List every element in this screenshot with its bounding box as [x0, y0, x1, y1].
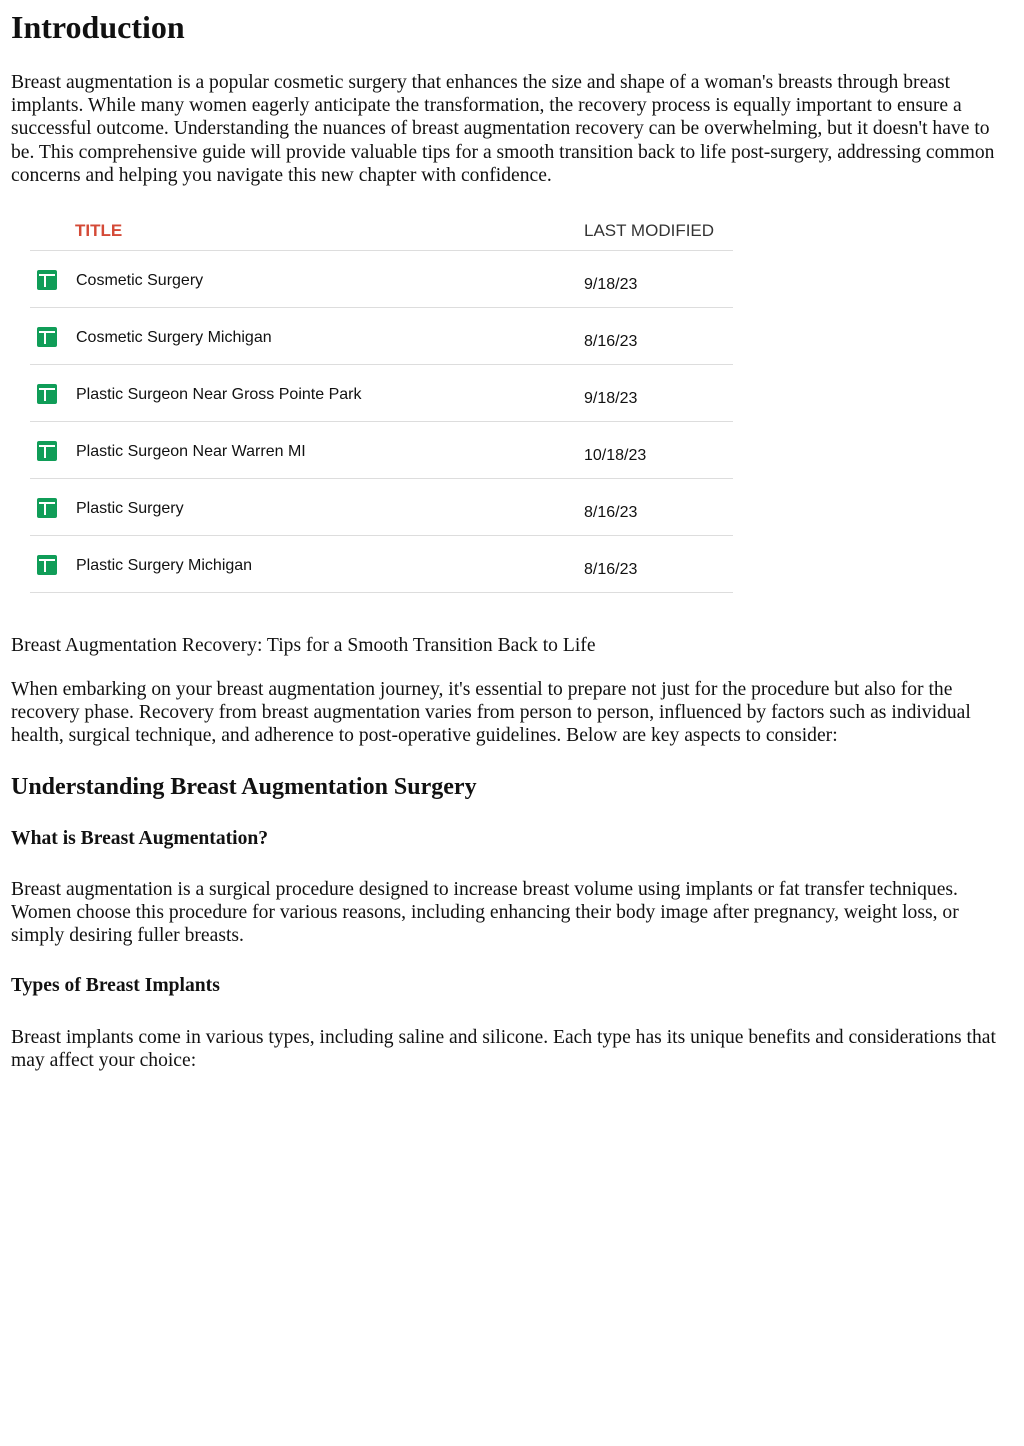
- file-table: [30, 214, 733, 593]
- column-header-last-modified[interactable]: LAST MODIFIED: [584, 221, 715, 240]
- row-title-link[interactable]: Cosmetic Surgery Michigan: [76, 329, 272, 346]
- row-date: 8/16/23: [584, 333, 638, 350]
- row-date: 9/18/23: [584, 390, 638, 407]
- table-row[interactable]: [30, 536, 733, 593]
- row-title-link[interactable]: Plastic Surgeon Near Gross Pointe Park: [76, 386, 362, 403]
- row-title-link[interactable]: Plastic Surgery: [76, 500, 184, 517]
- row-date: 8/16/23: [584, 504, 638, 521]
- column-header-title[interactable]: TITLE: [75, 221, 123, 240]
- row-title-link[interactable]: Plastic Surgery Michigan: [76, 557, 253, 574]
- intro-paragraph: Breast augmentation is a popular cosmetic surgery that enhances the size and shape of a woman's breasts through breast implants. While many women eagerly anticipate the transformation, the recovery process is equally important to ensure a successful outcome. Understanding the nuances of breast augmentation recovery can be overwhelming, but it doesn't have to be. This comprehensive guide will provide valuable tips for a smooth transition back to life post-surgery, addressing common concerns and helping you navigate this new chapter with confidence.: [11, 72, 995, 186]
- google-sheets-icon: [37, 555, 57, 575]
- section-heading-understanding: Understanding Breast Augmentation Surgery: [11, 774, 477, 800]
- types-paragraph: Breast implants come in various types, including saline and silicone. Each type has its unique benefits and considerations that may affect your choice:: [11, 1027, 996, 1072]
- subheading-what-is: What is Breast Augmentation?: [11, 828, 269, 849]
- table-row[interactable]: [30, 365, 733, 422]
- table-row[interactable]: [30, 251, 733, 308]
- google-sheets-icon: [37, 270, 57, 290]
- table-row[interactable]: [30, 479, 733, 536]
- row-date: 9/18/23: [584, 276, 638, 293]
- google-sheets-icon: [37, 327, 57, 347]
- recovery-paragraph: When embarking on your breast augmentation journey, it's essential to prepare not just for the procedure but also for the recovery phase. Recovery from breast augmentation varies from person to person, influenced by factors such as individual health, surgical technique, and adherence to post-operative guidelines. Below are key aspects to consider:: [11, 679, 971, 747]
- table-row[interactable]: [30, 308, 733, 365]
- google-sheets-icon: [37, 498, 57, 518]
- table-header: [30, 214, 733, 251]
- row-date: 8/16/23: [584, 561, 638, 578]
- page-title: Introduction: [11, 9, 185, 45]
- row-title-link[interactable]: Cosmetic Surgery: [76, 272, 204, 289]
- table-row[interactable]: [30, 422, 733, 479]
- subheading-types: Types of Breast Implants: [11, 975, 220, 996]
- row-title-link[interactable]: Plastic Surgeon Near Warren MI: [76, 443, 306, 460]
- row-date: 10/18/23: [584, 447, 647, 464]
- what-is-paragraph: Breast augmentation is a surgical procedure designed to increase breast volume using implants or fat transfer techniques. Women choose this procedure for various reasons, including enhancing their body image after pregnancy, weight loss, or simply desiring fuller breasts.: [11, 879, 959, 947]
- section-subtitle: Breast Augmentation Recovery: Tips for a Smooth Transition Back to Life: [11, 635, 596, 656]
- google-sheets-icon: [37, 441, 57, 461]
- google-sheets-icon: [37, 384, 57, 404]
